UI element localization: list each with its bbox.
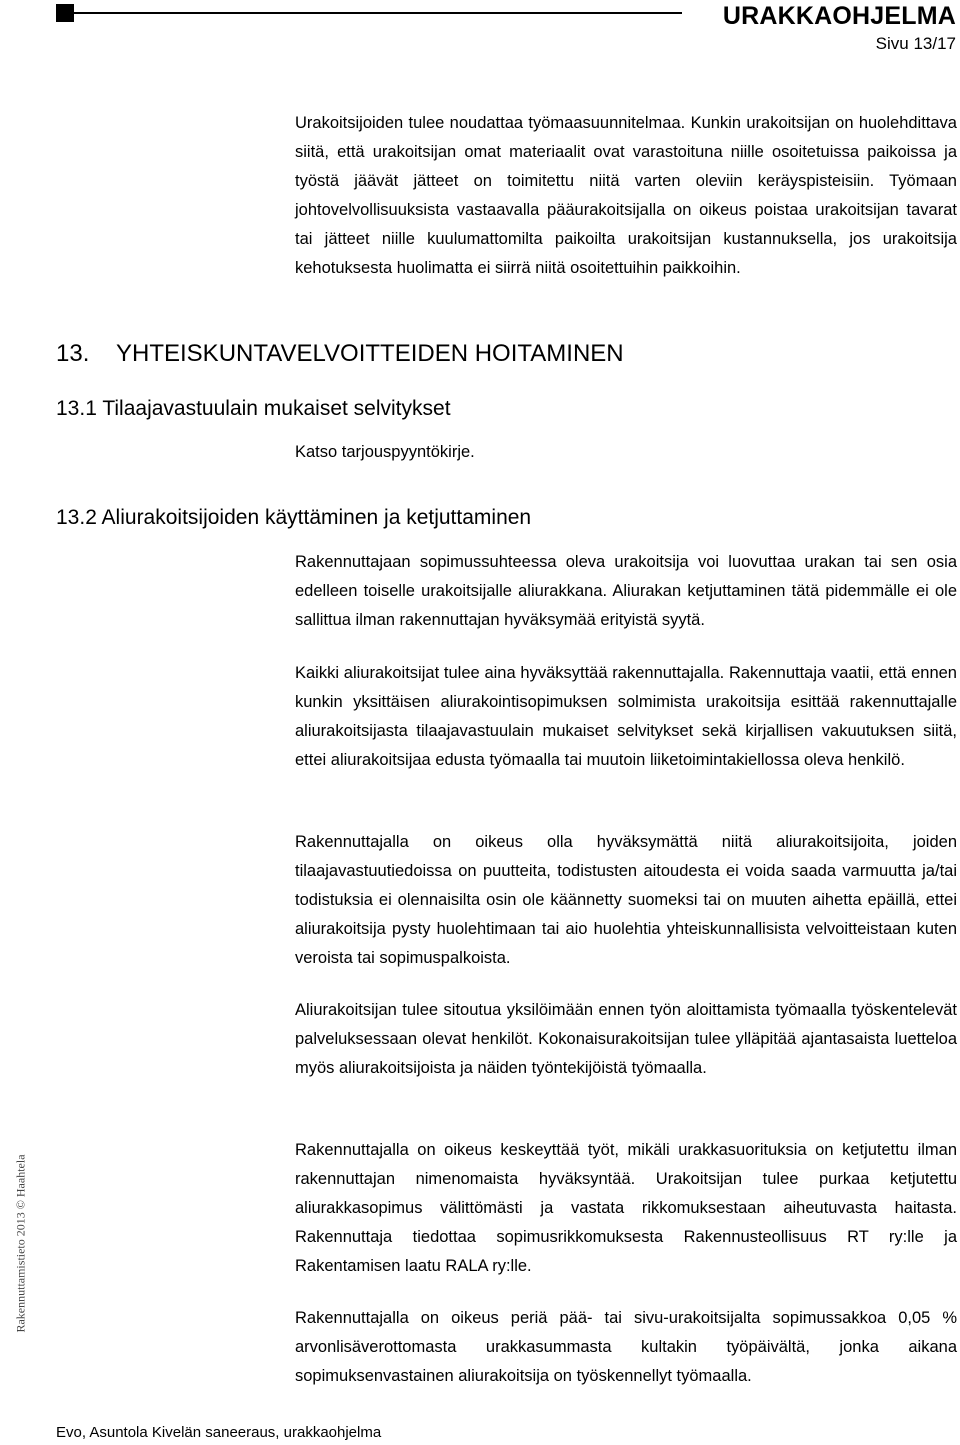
paragraph-site-storage: Urakoitsijoiden tulee noudattaa työmaasuunnitelmaa. Kunkin urakoitsijan on huolehdittava siitä, että urakoitsijan omat materiaalit ovat varastoituna niille osoitetuissa paikoissa ja työstä jäävät jätteet on toimitettu niitä varten oleviin keräyspisteisiin. Työmaan johtovelvollisuuksista vastaavalla pääurakoitsijalla on oikeus poistaa urakoitsijan tavarat tai jätteet niille kuulumattomilta paikoilta urakoitsijan kustannuksella, jos urakoitsija kehotuksesta huolimatta ei siirrä niitä osoitettuihin paikkoihin. (295, 114, 957, 277)
paragraph-work-suspension: Rakennuttajalla on oikeus keskeyttää työt, mikäli urakkasuorituksia on ketjutettu ilman rakennuttajan nimenomaista hyväksyntää. Urakoitsijan tulee purkaa ketjutettu aliurakkasopimus välittömästi ja vastata rikkomuksestaan aiheutuvasta haitasta. Rakennuttaja tiedottaa sopimusrikkomuksesta Rakennusteollisuus RT ry:lle ja Rakentamisen laatu RALA ry:lle. (295, 1141, 957, 1275)
paragraph-approval-refusal: Rakennuttajalla on oikeus olla hyväksymättä niitä aliurakoitsijoita, joiden tilaajavastuutiedoissa on puutteita, todistusten aitoudesta ei voida saada varmuutta ja/tai todistuksia ei olennaisilta osin ole käännetty suomeksi tai on muuten aihetta epäillä, ettei aliurakoitsija pysty huolehtimaan tai aio huolehtia yhteiskunnallisista velvoitteistaan kuten veroista tai sopimuspalkoista. (295, 833, 957, 967)
paragraph-subcontractor-approval: Kaikki aliurakoitsijat tulee aina hyväksyttää rakennuttajalla. Rakennuttaja vaatii, että ennen kunkin yksittäisen aliurakointisopimuksen solmimista urakoitsija esittää rakennuttajalle aliurakoitsijasta tilaajavastuulain mukaiset selvitykset sekä kirjallisen vakuutuksen siitä, ettei aliurakoitsijaa edusta työmaalla tai muutoin liiketoimintakiellossa oleva henkilö. (295, 664, 957, 769)
page-number: Sivu 13/17 (875, 34, 956, 53)
header-square-mark (56, 4, 74, 22)
section-title: YHTEISKUNTAVELVOITTEIDEN HOITAMINEN (116, 340, 624, 367)
copyright-side-note: Rakennuttamistieto 2013 © Haahtela (13, 1154, 28, 1333)
section-number: 13. (56, 340, 90, 367)
header-rule (74, 12, 682, 14)
section-heading-13 (56, 340, 624, 368)
paragraph-contract-penalty: Rakennuttajalla on oikeus periä pää- tai sivu-urakoitsijalta sopimussakkoa 0,05 % arvonlisäverottomasta urakkasummasta kultakin työpäivältä, jonka aikana sopimuksenvastainen aliurakoitsija on työskennellyt työmaalla. (295, 1309, 957, 1385)
document-title: URAKKAOHJELMA (722, 2, 956, 30)
paragraph-see-tender-letter: Katso tarjouspyyntökirje. (295, 443, 475, 461)
page-footer: Evo, Asuntola Kivelän saneeraus, urakkaohjelma (56, 1424, 382, 1441)
subsection-heading-13-1: 13.1 Tilaajavastuulain mukaiset selvitykset (56, 397, 451, 420)
paragraph-worker-identification: Aliurakoitsijan tulee sitoutua yksilöimään ennen työn aloittamista työmaalla työskentelevät palveluksessaan olevat henkilöt. Kokonaisurakoitsijan tulee ylläpitää ajantasaista luetteloa myös aliurakoitsijoista ja näiden työntekijöistä työmaalla. (295, 1001, 957, 1077)
paragraph-subcontract-transfer: Rakennuttajaan sopimussuhteessa oleva urakoitsija voi luovuttaa urakan tai sen osia edelleen toiselle urakoitsijalle aliurakkana. Aliurakan ketjuttaminen tätä pidemmälle ei ole sallittua ilman rakennuttajan hyväksymää erityistä syytä. (295, 553, 957, 629)
subsection-heading-13-2: 13.2 Aliurakoitsijoiden käyttäminen ja ketjuttaminen (56, 506, 532, 529)
